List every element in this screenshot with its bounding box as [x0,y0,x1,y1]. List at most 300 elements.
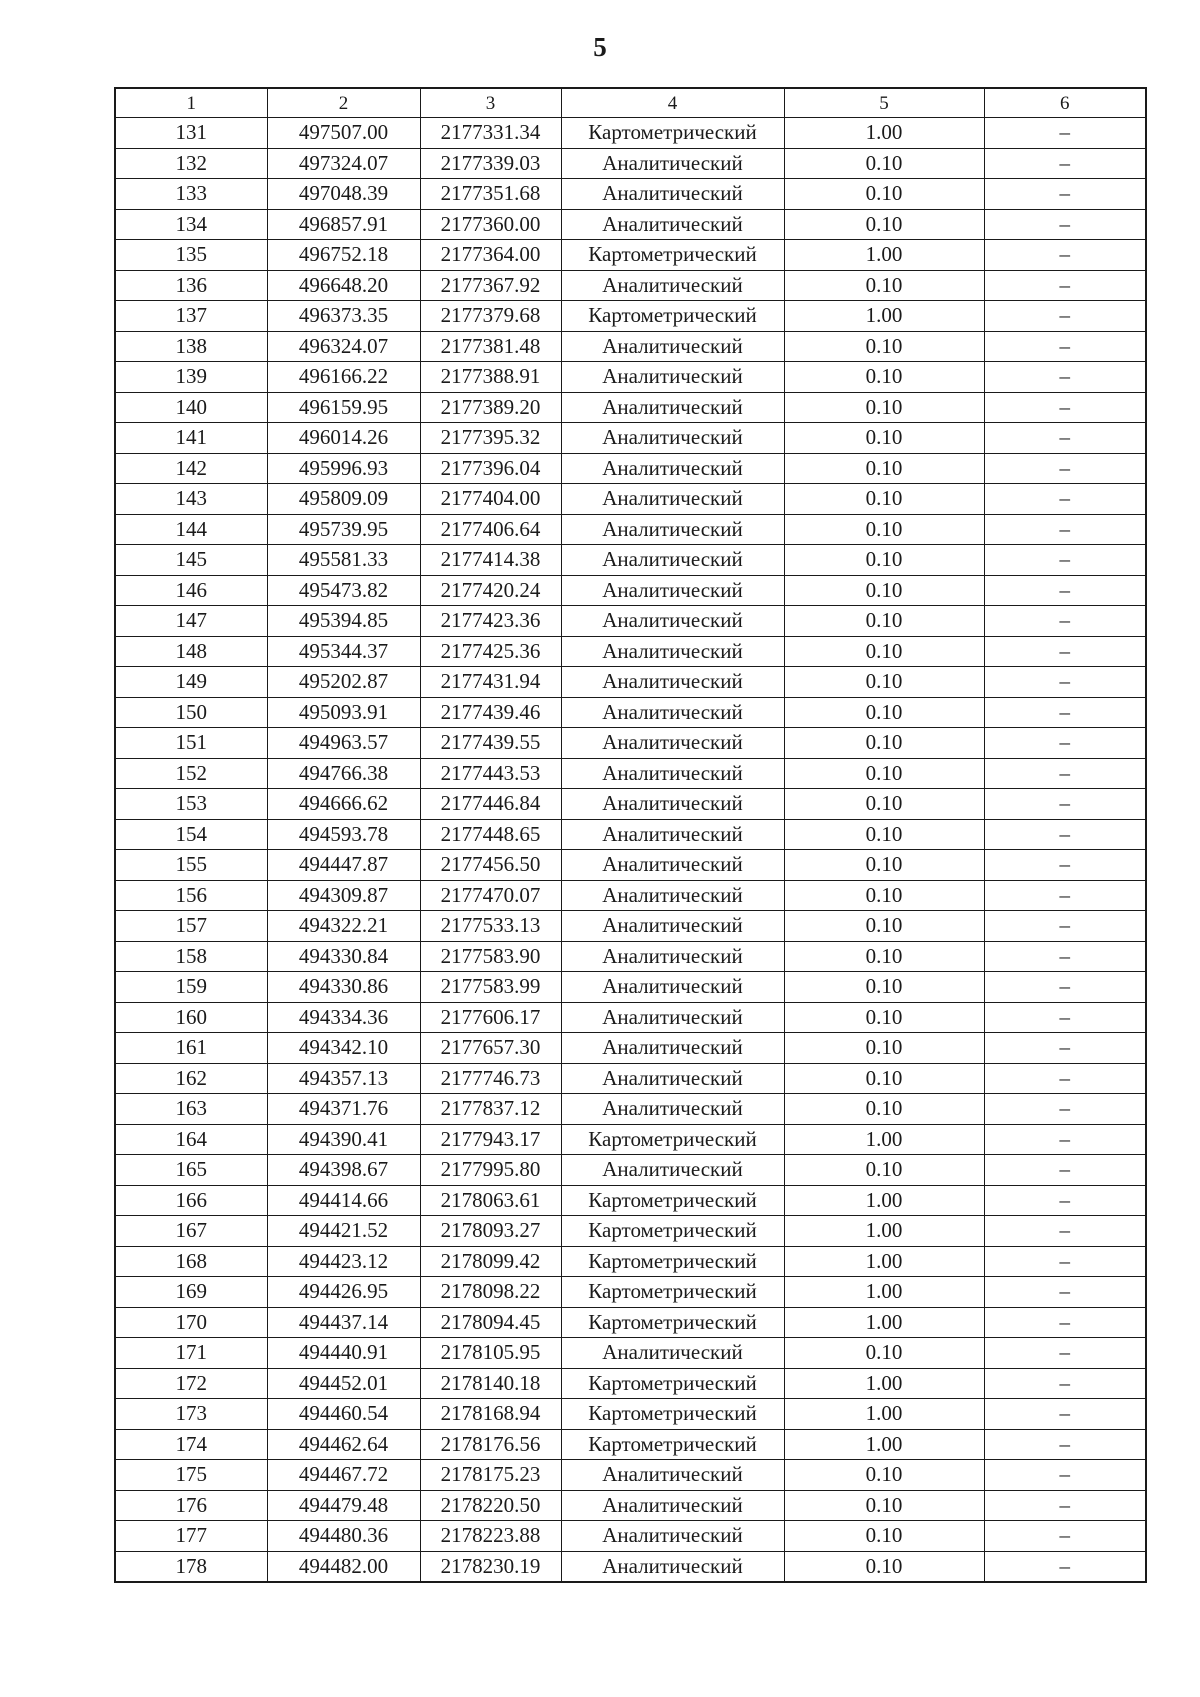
table-row [115,240,1146,271]
method-cell: Аналитический [561,270,784,301]
point-number-cell: 164 [115,1124,267,1155]
accuracy-cell: 0.10 [784,636,984,667]
point-number-cell: 151 [115,728,267,759]
accuracy-cell: 0.10 [784,880,984,911]
table-row [115,392,1146,423]
note-cell: – [984,972,1146,1003]
accuracy-cell: 1.00 [784,1277,984,1308]
y-coordinate-cell: 2177657.30 [420,1033,561,1064]
method-cell: Картометрический [561,1124,784,1155]
table-body [115,88,1146,1582]
table-row [115,1033,1146,1064]
method-cell: Картометрический [561,1246,784,1277]
table-row [115,453,1146,484]
point-number-cell: 134 [115,209,267,240]
note-cell: – [984,179,1146,210]
note-cell: – [984,636,1146,667]
table-row [115,1185,1146,1216]
method-cell: Картометрический [561,1277,784,1308]
method-cell: Аналитический [561,575,784,606]
x-coordinate-cell: 496166.22 [267,362,420,393]
note-cell: – [984,789,1146,820]
accuracy-cell: 1.00 [784,1429,984,1460]
method-cell: Аналитический [561,545,784,576]
accuracy-cell: 1.00 [784,1216,984,1247]
x-coordinate-cell: 494437.14 [267,1307,420,1338]
y-coordinate-cell: 2177439.55 [420,728,561,759]
y-coordinate-cell: 2177423.36 [420,606,561,637]
x-coordinate-cell: 494482.00 [267,1551,420,1582]
note-cell: – [984,545,1146,576]
table-row [115,301,1146,332]
point-number-cell: 144 [115,514,267,545]
note-cell: – [984,606,1146,637]
note-cell: – [984,1460,1146,1491]
note-cell: – [984,484,1146,515]
point-number-cell: 159 [115,972,267,1003]
method-cell: Картометрический [561,1307,784,1338]
x-coordinate-cell: 494593.78 [267,819,420,850]
method-cell: Аналитический [561,697,784,728]
table-row [115,362,1146,393]
note-cell: – [984,118,1146,149]
accuracy-cell: 0.10 [784,453,984,484]
table-row [115,1216,1146,1247]
point-number-cell: 165 [115,1155,267,1186]
y-coordinate-cell: 2177331.34 [420,118,561,149]
method-cell: Картометрический [561,1429,784,1460]
point-number-cell: 173 [115,1399,267,1430]
y-coordinate-cell: 2177439.46 [420,697,561,728]
method-cell: Картометрический [561,240,784,271]
method-cell: Аналитический [561,1551,784,1582]
note-cell: – [984,514,1146,545]
table-row [115,1460,1146,1491]
x-coordinate-cell: 494467.72 [267,1460,420,1491]
point-number-cell: 170 [115,1307,267,1338]
x-coordinate-cell: 494421.52 [267,1216,420,1247]
accuracy-cell: 0.10 [784,514,984,545]
note-cell: – [984,148,1146,179]
x-coordinate-cell: 497507.00 [267,118,420,149]
table-row [115,941,1146,972]
table-row [115,667,1146,698]
method-cell: Аналитический [561,1033,784,1064]
point-number-cell: 157 [115,911,267,942]
x-coordinate-cell: 494309.87 [267,880,420,911]
note-cell: – [984,941,1146,972]
note-cell: – [984,1429,1146,1460]
y-coordinate-cell: 2177583.99 [420,972,561,1003]
note-cell: – [984,1246,1146,1277]
note-cell: – [984,1368,1146,1399]
note-cell: – [984,1094,1146,1125]
method-cell: Картометрический [561,1216,784,1247]
method-cell: Аналитический [561,850,784,881]
table-row [115,1490,1146,1521]
table-row [115,1521,1146,1552]
accuracy-cell: 0.10 [784,606,984,637]
accuracy-cell: 0.10 [784,545,984,576]
point-number-cell: 140 [115,392,267,423]
y-coordinate-cell: 2177381.48 [420,331,561,362]
x-coordinate-cell: 496752.18 [267,240,420,271]
accuracy-cell: 0.10 [784,697,984,728]
y-coordinate-cell: 2177606.17 [420,1002,561,1033]
table-row [115,636,1146,667]
point-number-cell: 148 [115,636,267,667]
accuracy-cell: 0.10 [784,1033,984,1064]
x-coordinate-cell: 495202.87 [267,667,420,698]
note-cell: – [984,1185,1146,1216]
point-number-cell: 167 [115,1216,267,1247]
method-cell: Аналитический [561,209,784,240]
note-cell: – [984,1338,1146,1369]
accuracy-cell: 1.00 [784,118,984,149]
accuracy-cell: 0.10 [784,1490,984,1521]
y-coordinate-cell: 2178176.56 [420,1429,561,1460]
table-row [115,331,1146,362]
table-row [115,728,1146,759]
x-coordinate-cell: 494963.57 [267,728,420,759]
note-cell: – [984,1551,1146,1582]
x-coordinate-cell: 494414.66 [267,1185,420,1216]
x-coordinate-cell: 494462.64 [267,1429,420,1460]
table-row [115,1338,1146,1369]
point-number-cell: 138 [115,331,267,362]
note-cell: – [984,1490,1146,1521]
point-number-cell: 168 [115,1246,267,1277]
accuracy-cell: 0.10 [784,1521,984,1552]
x-coordinate-cell: 494334.36 [267,1002,420,1033]
x-coordinate-cell: 495996.93 [267,453,420,484]
point-number-cell: 153 [115,789,267,820]
accuracy-cell: 0.10 [784,1094,984,1125]
method-cell: Аналитический [561,484,784,515]
method-cell: Картометрический [561,118,784,149]
x-coordinate-cell: 494357.13 [267,1063,420,1094]
point-number-cell: 178 [115,1551,267,1582]
y-coordinate-cell: 2177379.68 [420,301,561,332]
x-coordinate-cell: 494330.86 [267,972,420,1003]
method-cell: Аналитический [561,606,784,637]
accuracy-cell: 1.00 [784,1185,984,1216]
y-coordinate-cell: 2178223.88 [420,1521,561,1552]
y-coordinate-cell: 2177443.53 [420,758,561,789]
x-coordinate-cell: 494423.12 [267,1246,420,1277]
note-cell: – [984,362,1146,393]
accuracy-cell: 0.10 [784,1338,984,1369]
point-number-cell: 161 [115,1033,267,1064]
point-number-cell: 146 [115,575,267,606]
accuracy-cell: 1.00 [784,240,984,271]
point-number-cell: 162 [115,1063,267,1094]
note-cell: – [984,1033,1146,1064]
accuracy-cell: 0.10 [784,667,984,698]
table-row [115,575,1146,606]
x-coordinate-cell: 494371.76 [267,1094,420,1125]
note-cell: – [984,270,1146,301]
x-coordinate-cell: 494766.38 [267,758,420,789]
x-coordinate-cell: 494666.62 [267,789,420,820]
note-cell: – [984,453,1146,484]
method-cell: Аналитический [561,758,784,789]
accuracy-cell: 1.00 [784,1368,984,1399]
table-row [115,606,1146,637]
header-cell: 4 [561,88,784,118]
method-cell: Картометрический [561,1399,784,1430]
method-cell: Аналитический [561,1490,784,1521]
table-row [115,179,1146,210]
table-row [115,1094,1146,1125]
point-number-cell: 141 [115,423,267,454]
table-row [115,484,1146,515]
x-coordinate-cell: 494398.67 [267,1155,420,1186]
method-cell: Картометрический [561,1185,784,1216]
accuracy-cell: 0.10 [784,758,984,789]
point-number-cell: 155 [115,850,267,881]
point-number-cell: 177 [115,1521,267,1552]
note-cell: – [984,1216,1146,1247]
y-coordinate-cell: 2177420.24 [420,575,561,606]
x-coordinate-cell: 495809.09 [267,484,420,515]
table-row [115,1307,1146,1338]
table-row [115,1368,1146,1399]
method-cell: Аналитический [561,941,784,972]
y-coordinate-cell: 2177404.00 [420,484,561,515]
note-cell: – [984,575,1146,606]
note-cell: – [984,1307,1146,1338]
y-coordinate-cell: 2177583.90 [420,941,561,972]
accuracy-cell: 1.00 [784,1246,984,1277]
point-number-cell: 137 [115,301,267,332]
table-row [115,850,1146,881]
x-coordinate-cell: 497048.39 [267,179,420,210]
y-coordinate-cell: 2178094.45 [420,1307,561,1338]
table-row [115,1399,1146,1430]
x-coordinate-cell: 495739.95 [267,514,420,545]
note-cell: – [984,758,1146,789]
table-row [115,911,1146,942]
point-number-cell: 133 [115,179,267,210]
y-coordinate-cell: 2177746.73 [420,1063,561,1094]
y-coordinate-cell: 2178098.22 [420,1277,561,1308]
page-number: 5 [593,32,607,62]
point-number-cell: 163 [115,1094,267,1125]
accuracy-cell: 0.10 [784,972,984,1003]
accuracy-cell: 0.10 [784,1460,984,1491]
x-coordinate-cell: 494479.48 [267,1490,420,1521]
method-cell: Аналитический [561,1002,784,1033]
note-cell: – [984,1002,1146,1033]
y-coordinate-cell: 2177367.92 [420,270,561,301]
point-number-cell: 132 [115,148,267,179]
x-coordinate-cell: 494390.41 [267,1124,420,1155]
x-coordinate-cell: 494452.01 [267,1368,420,1399]
table-row [115,1063,1146,1094]
point-number-cell: 149 [115,667,267,698]
accuracy-cell: 0.10 [784,484,984,515]
accuracy-cell: 0.10 [784,850,984,881]
x-coordinate-cell: 496373.35 [267,301,420,332]
table-row [115,1551,1146,1582]
accuracy-cell: 0.10 [784,911,984,942]
method-cell: Аналитический [561,1063,784,1094]
accuracy-cell: 0.10 [784,148,984,179]
y-coordinate-cell: 2177446.84 [420,789,561,820]
x-coordinate-cell: 495093.91 [267,697,420,728]
note-cell: – [984,392,1146,423]
point-number-cell: 131 [115,118,267,149]
point-number-cell: 174 [115,1429,267,1460]
table-row [115,118,1146,149]
table-row [115,819,1146,850]
y-coordinate-cell: 2178175.23 [420,1460,561,1491]
table-row [115,1155,1146,1186]
note-cell: – [984,1277,1146,1308]
x-coordinate-cell: 496014.26 [267,423,420,454]
table-row [115,148,1146,179]
note-cell: – [984,697,1146,728]
note-cell: – [984,1124,1146,1155]
x-coordinate-cell: 494342.10 [267,1033,420,1064]
y-coordinate-cell: 2178140.18 [420,1368,561,1399]
note-cell: – [984,880,1146,911]
header-cell: 3 [420,88,561,118]
y-coordinate-cell: 2178220.50 [420,1490,561,1521]
header-cell: 6 [984,88,1146,118]
y-coordinate-cell: 2177339.03 [420,148,561,179]
point-number-cell: 154 [115,819,267,850]
method-cell: Аналитический [561,636,784,667]
point-number-cell: 139 [115,362,267,393]
point-number-cell: 147 [115,606,267,637]
method-cell: Аналитический [561,148,784,179]
note-cell: – [984,240,1146,271]
method-cell: Аналитический [561,667,784,698]
x-coordinate-cell: 496648.20 [267,270,420,301]
method-cell: Аналитический [561,819,784,850]
accuracy-cell: 0.10 [784,575,984,606]
x-coordinate-cell: 494447.87 [267,850,420,881]
x-coordinate-cell: 494440.91 [267,1338,420,1369]
method-cell: Аналитический [561,1338,784,1369]
table-row [115,1002,1146,1033]
accuracy-cell: 0.10 [784,1155,984,1186]
accuracy-cell: 0.10 [784,331,984,362]
note-cell: – [984,850,1146,881]
y-coordinate-cell: 2177448.65 [420,819,561,850]
point-number-cell: 135 [115,240,267,271]
note-cell: – [984,301,1146,332]
note-cell: – [984,209,1146,240]
table-row [115,514,1146,545]
y-coordinate-cell: 2178063.61 [420,1185,561,1216]
x-coordinate-cell: 496857.91 [267,209,420,240]
y-coordinate-cell: 2177351.68 [420,179,561,210]
x-coordinate-cell: 496324.07 [267,331,420,362]
accuracy-cell: 0.10 [784,362,984,393]
accuracy-cell: 0.10 [784,1063,984,1094]
x-coordinate-cell: 496159.95 [267,392,420,423]
x-coordinate-cell: 495473.82 [267,575,420,606]
y-coordinate-cell: 2177431.94 [420,667,561,698]
accuracy-cell: 1.00 [784,301,984,332]
y-coordinate-cell: 2177395.32 [420,423,561,454]
point-number-cell: 156 [115,880,267,911]
point-number-cell: 145 [115,545,267,576]
point-number-cell: 152 [115,758,267,789]
x-coordinate-cell: 494426.95 [267,1277,420,1308]
y-coordinate-cell: 2177388.91 [420,362,561,393]
method-cell: Аналитический [561,514,784,545]
table-row [115,972,1146,1003]
y-coordinate-cell: 2177995.80 [420,1155,561,1186]
y-coordinate-cell: 2177456.50 [420,850,561,881]
table-row [115,1246,1146,1277]
method-cell: Аналитический [561,1094,784,1125]
x-coordinate-cell: 494322.21 [267,911,420,942]
table-row [115,1277,1146,1308]
x-coordinate-cell: 494330.84 [267,941,420,972]
x-coordinate-cell: 495344.37 [267,636,420,667]
y-coordinate-cell: 2177470.07 [420,880,561,911]
point-number-cell: 150 [115,697,267,728]
table-row [115,789,1146,820]
header-cell: 2 [267,88,420,118]
accuracy-cell: 0.10 [784,392,984,423]
accuracy-cell: 0.10 [784,270,984,301]
method-cell: Аналитический [561,880,784,911]
point-number-cell: 136 [115,270,267,301]
accuracy-cell: 0.10 [784,789,984,820]
y-coordinate-cell: 2177364.00 [420,240,561,271]
note-cell: – [984,667,1146,698]
table-row [115,423,1146,454]
note-cell: – [984,1155,1146,1186]
note-cell: – [984,423,1146,454]
y-coordinate-cell: 2178105.95 [420,1338,561,1369]
table-row [115,545,1146,576]
method-cell: Аналитический [561,1521,784,1552]
point-number-cell: 175 [115,1460,267,1491]
point-number-cell: 143 [115,484,267,515]
y-coordinate-cell: 2177425.36 [420,636,561,667]
y-coordinate-cell: 2177406.64 [420,514,561,545]
y-coordinate-cell: 2177533.13 [420,911,561,942]
method-cell: Аналитический [561,911,784,942]
table-row [115,1124,1146,1155]
accuracy-cell: 1.00 [784,1399,984,1430]
point-number-cell: 171 [115,1338,267,1369]
x-coordinate-cell: 495394.85 [267,606,420,637]
method-cell: Аналитический [561,392,784,423]
method-cell: Аналитический [561,453,784,484]
header-cell: 5 [784,88,984,118]
note-cell: – [984,728,1146,759]
accuracy-cell: 0.10 [784,179,984,210]
y-coordinate-cell: 2177943.17 [420,1124,561,1155]
method-cell: Аналитический [561,331,784,362]
table-row [115,270,1146,301]
x-coordinate-cell: 495581.33 [267,545,420,576]
point-number-cell: 166 [115,1185,267,1216]
x-coordinate-cell: 494460.54 [267,1399,420,1430]
method-cell: Аналитический [561,423,784,454]
method-cell: Аналитический [561,972,784,1003]
note-cell: – [984,1063,1146,1094]
note-cell: – [984,331,1146,362]
